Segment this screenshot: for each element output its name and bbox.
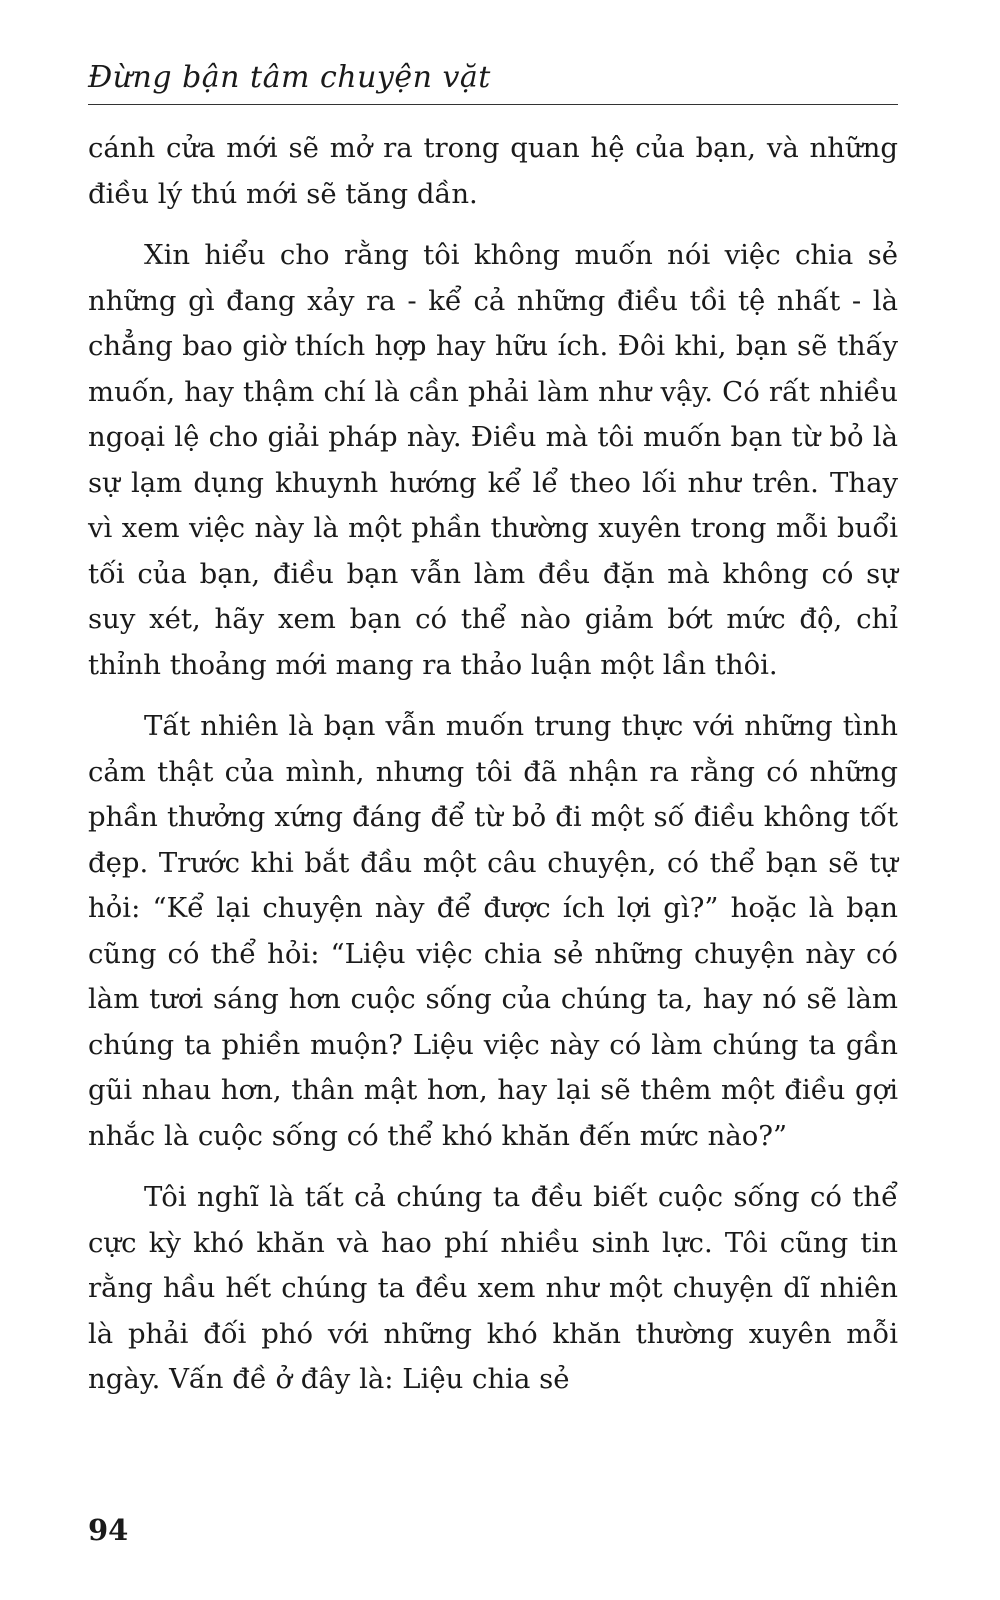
paragraph: Tôi nghĩ là tất cả chúng ta đều biết cuộc sống có thể cực kỳ khó khăn và hao phí nhiều sinh lực. Tôi cũng tin rằng hầu hết chúng ta đều xem như một chuyện dĩ nhiên là phải đối phó với những khó khăn thường xuyên mỗi ngày. Vấn đề ở đây là: Liệu chia sẻ	[88, 1181, 898, 1395]
body-text	[88, 126, 898, 1419]
running-header	[88, 58, 898, 105]
paragraph: Xin hiểu cho rằng tôi không muốn nói việc chia sẻ những gì đang xảy ra - kể cả những điều tồi tệ nhất - là chẳng bao giờ thích hợp hay hữu ích. Đôi khi, bạn sẽ thấy muốn, hay thậm chí là cần phải làm như vậy. Có rất nhiều ngoại lệ cho giải pháp này. Điều mà tôi muốn bạn từ bỏ là sự lạm dụng khuynh hướng kể lể theo lối như trên. Thay vì xem việc này là một phần thường xuyên trong mỗi buổi tối của bạn, điều bạn vẫn làm đều đặn mà không có sự suy xét, hãy xem bạn có thể nào giảm bớt mức độ, chỉ thỉnh thoảng mới mang ra thảo luận một lần thôi.	[88, 239, 898, 681]
paragraph-continuation: cánh cửa mới sẽ mở ra trong quan hệ của bạn, và những điều lý thú mới sẽ tăng dần.	[88, 132, 898, 210]
running-header-title: Đừng bận tâm chuyện vặt	[88, 60, 491, 95]
paragraph: Tất nhiên là bạn vẫn muốn trung thực với những tình cảm thật của mình, nhưng tôi đã nhận ra rằng có những phần thưởng xứng đáng để từ bỏ đi một số điều không tốt đẹp. Trước khi bắt đầu một câu chuyện, có thể bạn sẽ tự hỏi: “Kể lại chuyện này để được ích lợi gì?” hoặc là bạn cũng có thể hỏi: “Liệu việc chia sẻ những chuyện này có làm tươi sáng hơn cuộc sống của chúng ta, hay nó sẽ làm chúng ta phiền muộn? Liệu việc này có làm chúng ta gần gũi nhau hơn, thân mật hơn, hay lại sẽ thêm một điều gợi nhắc là cuộc sống có thể khó khăn đến mức nào?”	[88, 710, 898, 1152]
page-number: 94	[88, 1513, 129, 1547]
